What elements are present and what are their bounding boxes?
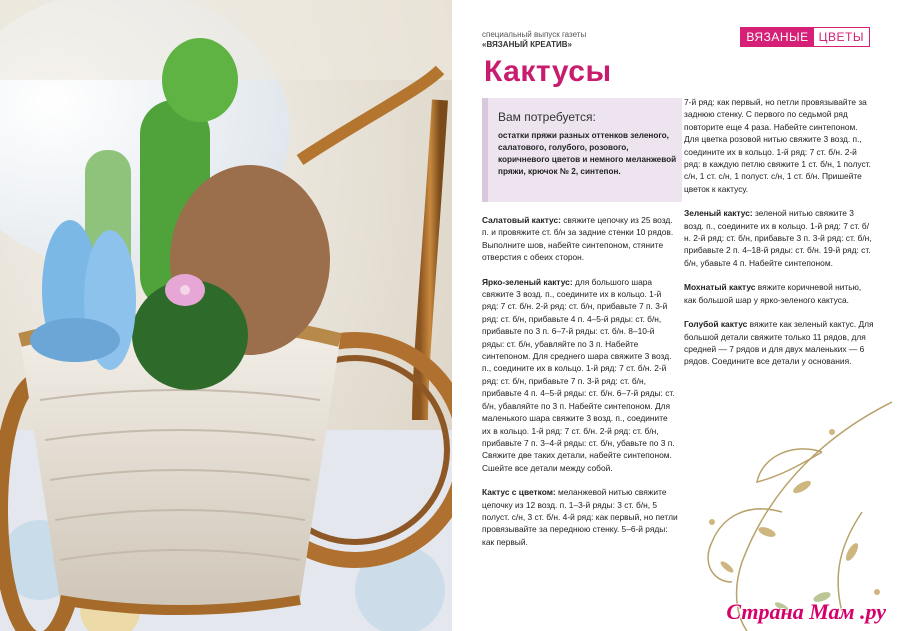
watermark-logo: Страна Мам .ру	[726, 599, 886, 624]
article-title: Кактусы	[484, 55, 612, 88]
paragraph	[482, 486, 678, 548]
text-page	[452, 0, 900, 631]
paragraph	[684, 207, 874, 269]
issue-line: специальный выпуск газеты	[482, 30, 587, 39]
column-left	[482, 214, 678, 560]
paragraph-text: зеленой нитью свяжите 3 возд. п., соедините их в кольцо. 1-й ряд: 7 ст. б/н. 2-й ряд: ст. б/н, прибавьте 3 п. 3-й ряд: ст. б/н, прибавьте 2 п. 4–18-й ряды: ст. б/н. 19-й ряд: ст. б/н, убавьте 4 п. Набейте синтепоном.	[684, 208, 872, 268]
paragraph-text: меланжевой нитью свяжите цепочку из 12 возд. п. 1–3-й ряды: 3 ст. б/н, 5 полуст. с/н, 3 ст. б/н. 4-й ряд: как первый, но петли провязывайте за переднюю стенку. 5–6-й ряды: как первый.	[482, 487, 678, 547]
paper-name: «ВЯЗАНЫЙ КРЕАТИВ»	[482, 40, 572, 49]
column-right	[684, 96, 874, 380]
paragraph-lead: Ярко-зеленый кактус:	[482, 276, 573, 287]
materials-text: остатки пряжи разных оттенков зеленого, салатового, голубого, розового, коричневого цветов и немного меланжевой пряжи, крючок № 2, синтепон.	[498, 131, 677, 176]
section-tag-knitted: ВЯЗАНЫЕ	[741, 28, 813, 46]
paragraph-text: вяжите как зеленый кактус. Для большой детали свяжите только 11 рядов, для средней — 7 рядов и для двух маленьких — 6 рядов. Соедините все детали у основания.	[684, 319, 874, 367]
paragraph-lead: Мохнатый кактус	[684, 282, 756, 293]
paragraph-text: свяжите цепочку из 25 возд. п. и провяжите ст. б/н за задние стенки 10 рядов. Выполните шов, набейте синтепоном, стяните отверстия с обеих сторон.	[482, 215, 674, 263]
paragraph-text: 7-й ряд: как первый, но петли провязывайте за заднюю стенку. С первого по седьмой ряд повторите еще 4 раза. Набейте синтепоном. Для цветка розовой нитью свяжите 3 возд. п., соедините их в кольцо. 1-й ряд: 7 ст. б/н. 2-й ряд: в каждую петлю свяжите 1 ст. б/н, 1 полуст. с/н, 1 ст. с/н, 1 полуст. с/н, 1 ст. б/н. Пришейте цветок к кактусу.	[684, 97, 871, 194]
paragraph-text: для большого шара свяжите 3 возд. п., соедините их в кольцо. 1-й ряд: 7 ст. б/н. 2-й ряд: ст. б/н, прибавьте 7 п. 3-й ряд: ст. б/н, прибавьте 4 п. 4–5-й ряды: ст. б/н, прибавьте по 3 п. 6–7-й ряды: ст. б/н. 8–10-й ряды: ст. б/н, убавляйте по 3 п. Набейте синтепоном. Для среднего шара свяжите 3 возд. п., соедините их в кольцо. 1-й ряд: 7 ст. б/н. 2-й ряд: ст. б/н, прибавьте 7 п. 3-й ряд: ст. б/н, прибавьте 4 п. 4–5-й ряды: ст. б/н. 6–7-й ряды: ст. б/н, убавляйте по 3 п. Набейте синтепоном. Для маленького шара свяжите 3 возд. п., соедините их в кольцо. 1-й ряд: 7 ст. б/н. 2-й ряд: ст. б/н, прибавьте 7 п. 3–4-й ряды: ст. б/н, убавьте по 3 п. Свяжите две таких детали, набейте синтепоном. Сшейте все детали между собой.	[482, 276, 675, 473]
paragraph-text: вяжите коричневой нитью, как большой шар у ярко-зеленого кактуса.	[684, 282, 862, 305]
materials-heading: Вам потребуется:	[498, 110, 596, 124]
paragraph	[684, 96, 874, 195]
paragraph	[482, 214, 678, 264]
section-tag	[740, 27, 870, 47]
issue-header	[482, 30, 586, 50]
floral-ornament	[652, 392, 900, 631]
section-tag-flowers: ЦВЕТЫ	[814, 28, 869, 46]
paragraph-lead: Голубой кактус	[684, 319, 748, 330]
paragraph-lead: Зеленый кактус:	[684, 208, 753, 219]
paragraph-lead: Салатовый кактус:	[482, 215, 561, 225]
paragraph	[684, 318, 874, 368]
paragraph	[482, 276, 678, 475]
materials-box	[482, 98, 682, 202]
paragraph	[684, 281, 874, 306]
paragraph-lead: Кактус с цветком:	[482, 487, 556, 498]
